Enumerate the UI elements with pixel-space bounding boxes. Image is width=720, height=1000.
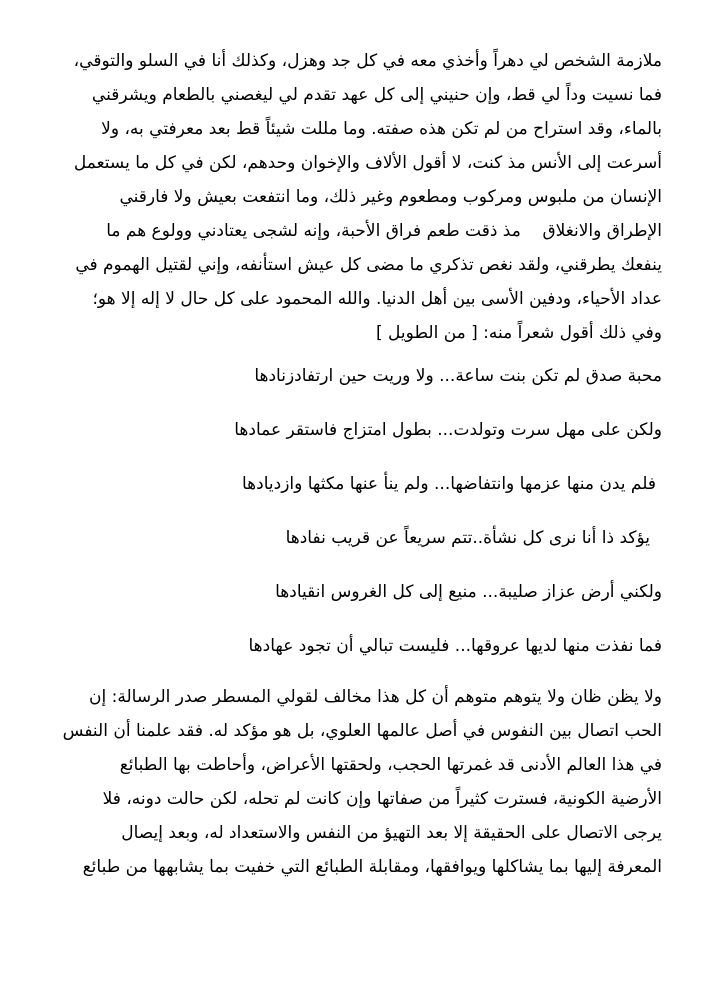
- poem-verse: يؤكد ذا أنا نرى كل نشأة..تتم سريعاً عن قريب نفادها: [285, 528, 650, 548]
- text-line: في هذا العالم الأدنى قد غمرتها الحجب، ولحقتها الأعراض، وأحاطت بها الطبائع: [119, 755, 662, 775]
- poem-verse: فما نفذت منها لديها عروقها... فليست تبالي أن تجود عهادها: [248, 636, 662, 656]
- poem-verses: [58, 364, 662, 658]
- poem-verse: ولكني أرض عزاز صليبة... منيع إلى كل الغروس انقيادها: [275, 582, 662, 602]
- poem-verse: محبة صدق لم تكن بنت ساعة... ولا وريت حين ارتفادزنادها: [254, 366, 662, 386]
- text-line: الحب اتصال بين النفوس في أصل عالمها العلوي، بل هو مؤكد له. فقد علمنا أن النفس: [62, 721, 662, 741]
- text-line: عداد الأحياء، ودفين الأسى بين أهل الدنيا. والله المحمود على كل حال لا إله إلا هو؛: [92, 289, 662, 309]
- text-line: ولا يظن ظان ولا يتوهم متوهم أن كل هذا مخالف لقولي المسطر صدر الرسالة: إن: [89, 687, 662, 707]
- text-line: الإنسان من ملبوس ومركوب ومطعوم وغير ذلك، وما انتفعت بعيش ولا فارقني: [119, 187, 662, 207]
- text-line: بالماء، وقد استراح من لم تكن هذه صفته. وما مللت شيئاً قط بعد معرفتي به، ولا: [101, 119, 662, 139]
- text-line: الإطراق والانغلاق مذ ذقت طعم فراق الأحبة، وإنه لشجى يعتادني وولوع هم ما: [106, 221, 662, 241]
- text-line: فما نسيت وداً لي قط، وإن حنيني إلى كل عهد تقدم لي ليغصني بالطعام ويشرقني: [91, 85, 662, 105]
- paragraph-intro: [58, 44, 662, 350]
- text-line: المعرفة إليها بما يشاكلها ويوافقها، ومقابلة الطبائع التي خفيت بما يشابهها من طبائع: [82, 857, 662, 877]
- text-line: يرجى الاتصال على الحقيقة إلا بعد التهيؤ من النفس والاستعداد له، وبعد إيصال: [121, 823, 662, 843]
- text-line: أسرعت إلى الأنس مذ كنت، لا أقول الألاف والإخوان وحدهم، لكن في كل ما يستعمل: [73, 153, 662, 173]
- text-line: الأرضية الكونية، فسترت كثيراً من صفاتها وإن كانت لم تحله، لكن حالت دونه، فلا: [102, 789, 662, 809]
- text-line-poem-intro: وفي ذلك أقول شعراً منه: [ من الطويل ]: [376, 323, 662, 343]
- poem-verse: ولكن على مهل سرت وتولدت... بطول امتزاج فاستقر عمادها: [234, 420, 662, 440]
- spacer: [58, 350, 662, 364]
- text-line: ينفعك يطرقني، ولقد نغص تذكري ما مضى كل عيش استأنفه، وإني لقتيل الهموم في: [75, 255, 662, 275]
- paragraph-commentary: [58, 680, 662, 884]
- text-line: ملازمة الشخص لي دهراً وأخذي معه في كل جد وهزل، وكذلك أنا في السلو والتوقي،: [73, 51, 662, 71]
- poem-verse: فلم يدن منها عزمها وانتفاضها... ولم ينأ عنها مكثها وازديادها: [242, 474, 656, 494]
